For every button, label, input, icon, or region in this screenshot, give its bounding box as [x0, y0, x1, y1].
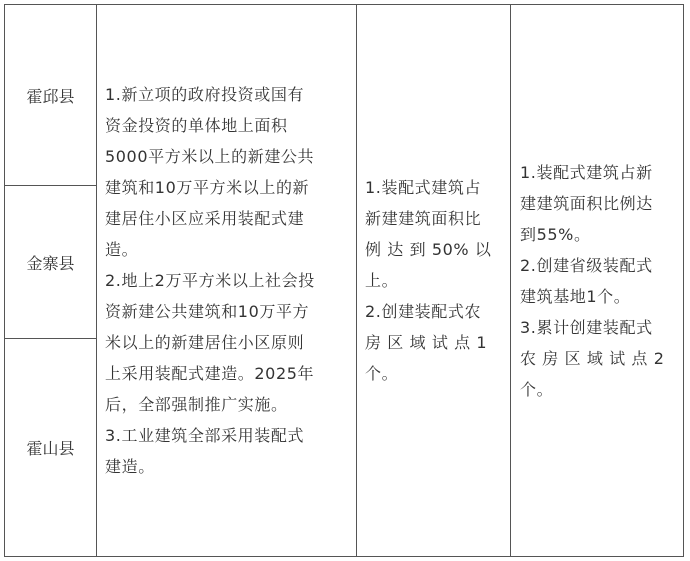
target-cell-a [357, 5, 510, 556]
county-jinzhai: 金寨县 [26, 253, 75, 273]
text-line: 建居住小区应采用装配式建 [105, 209, 305, 228]
text-line: 3.累计创建装配式 [520, 317, 653, 337]
text-line: 例 达 到 50% 以 [365, 240, 492, 259]
text-line: 资金投资的单体地上面积 [105, 116, 288, 135]
text-line: 上。 [365, 271, 399, 290]
text-line: 1.新立项的政府投资或国有 [105, 85, 305, 104]
text-line: 上采用装配式建造。2025年 [105, 364, 315, 383]
text-line: 到55%。 [520, 224, 591, 244]
text-line: 建筑基地1个。 [520, 286, 631, 306]
text-line: 1.装配式建筑占 [365, 178, 482, 197]
text-line: 建筑和10万平方米以上的新 [105, 178, 310, 197]
text-line: 5000平方米以上的新建公共 [105, 147, 315, 166]
text-line: 1.装配式建筑占新 [520, 162, 653, 182]
text-line: 米以上的新建居住小区原则 [105, 333, 305, 352]
text-line: 后，全部强制推广实施。 [105, 395, 288, 414]
target-text-b [520, 157, 665, 405]
text-line: 房 区 域 试 点 1 [365, 333, 488, 352]
text-line: 造。 [105, 240, 139, 259]
text-line: 2.创建装配式农 [365, 302, 482, 321]
county-huoqiu: 霍邱县 [26, 86, 75, 106]
county-huoshan: 霍山县 [26, 439, 75, 458]
text-line: 个。 [520, 379, 554, 399]
text-line: 农 房 区 域 试 点 2 [520, 348, 665, 368]
text-line: 资新建公共建筑和10万平方 [105, 302, 310, 321]
text-line: 3.工业建筑全部采用装配式 [105, 426, 305, 445]
text-line: 建造。 [105, 457, 155, 476]
text-line: 建建筑面积比例达 [520, 193, 653, 213]
text-line: 2.地上2万平方米以上社会投 [105, 271, 315, 290]
policy-cell [97, 5, 356, 556]
text-line: 个。 [365, 364, 399, 383]
text-line: 2.创建省级装配式 [520, 255, 653, 275]
target-text-a [365, 172, 492, 389]
policy-table [4, 4, 684, 557]
policy-text [105, 79, 315, 482]
text-line: 新建建筑面积比 [365, 209, 482, 228]
target-cell-b [511, 5, 683, 556]
